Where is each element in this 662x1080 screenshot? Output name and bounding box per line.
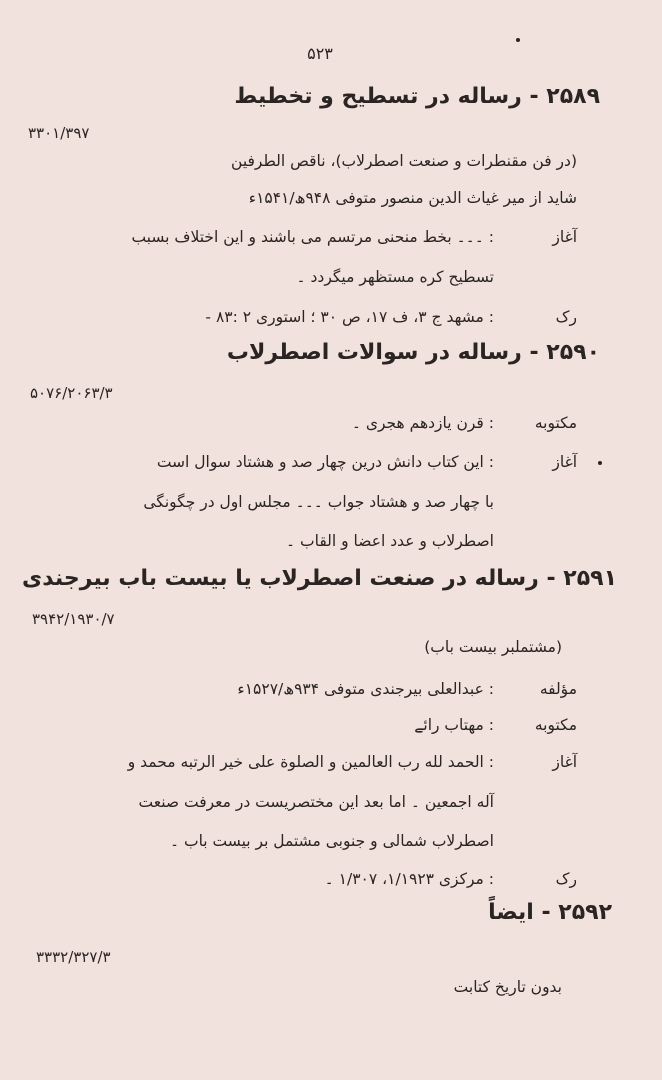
entry-2591-scribe: : مهتاب رائے [414, 716, 494, 734]
entry-2591-ref: : مرکزی ۱/۱۹۲۳، ۱/۳۰۷ ۔ [324, 870, 494, 888]
entry-2592-heading: ۲۵۹۲ - ایضاً [488, 900, 612, 925]
entry-2589-attribution: شاید از میر غیاث الدین منصور متوفی ۹۴۸ھ/۱۵۴۱ء [248, 189, 577, 207]
entry-2589-incipit: : ۔۔۔ بخط منحنی مرتسم می باشند و این اختلاف بسبب [131, 228, 494, 246]
entry-2590-incipit: : این کتاب دانش درین چهار صد و هشتاد سوال است [156, 453, 494, 471]
entry-2589-label-incipit: آغاز [552, 228, 577, 246]
entry-2590-label-scribe: مکتوبه [534, 414, 577, 432]
entry-2589-heading: ۲۵۸۹ - رساله در تسطیح و تخطیط [234, 84, 600, 109]
entry-2591-label-author: مؤلفه [539, 680, 577, 698]
entry-2591-label-ref: رک [555, 870, 577, 888]
entry-2590-code: ۵۰۷۶/۲۰۶۳/۳ [30, 384, 113, 402]
entry-2591-incipit-cont: آله اجمعین ۔ اما بعد این مختصریست در معرفت صنعت [138, 793, 494, 811]
entry-2589-code: ۳۳۰۱/۳۹۷ [28, 124, 90, 142]
entry-2591-note: (مشتملبر بیست باب) [424, 638, 562, 656]
entry-2590-incipit-cont2: اصطرلاب و عدد اعضا و القاب ۔ [286, 532, 494, 550]
entry-2589-incipit-cont: تسطیح کره مستظهر میگردد ۔ [296, 268, 494, 286]
entry-2591-author: : عبدالعلی بیرجندی متوفی ۹۳۴ھ/۱۵۲۷ء [237, 680, 494, 698]
entry-2592-note: بدون تاریخ کتابت [453, 978, 562, 996]
entry-2591-incipit-cont2: اصطرلاب شمالی و جنوبی مشتمل بر بیست باب ۔ [169, 832, 494, 850]
entry-2590-incipit-cont: با چهار صد و هشتاد جواب ۔۔۔ مجلس اول در چگونگی [143, 493, 494, 511]
entry-2589-ref: : مشهد ج ۳، ف ۱۷، ص ۳۰ ؛ استوری ۲ :۸۳ - [205, 308, 494, 326]
page-number: ۵۲۳ [307, 44, 333, 63]
entry-2591-label-scribe: مکتوبه [534, 716, 577, 734]
entry-2592-code: ۳۳۳۲/۳۲۷/۳ [36, 948, 111, 966]
entry-2591-incipit: : الحمد لله رب العالمین و الصلوة علی خیر الرتبه محمد و [127, 753, 494, 771]
entry-2591-heading: ۲۵۹۱ - رساله در صنعت اصطرلاب یا بیست باب بیرجندی [22, 566, 617, 591]
entry-2589-note: (در فن مقنطرات و صنعت اصطرلاب)، ناقص الطرفین [231, 152, 577, 170]
entry-2590-scribe: : قرن یازدهم هجری ۔ [351, 414, 494, 432]
ink-speck [516, 38, 520, 42]
entry-2591-label-incipit: آغاز [552, 753, 577, 771]
ink-speck [598, 461, 602, 465]
entry-2590-label-incipit: آغاز [552, 453, 577, 471]
entry-2591-code: ۳۹۴۲/۱۹۳۰/۷ [32, 610, 115, 628]
entry-2589-label-ref: رک [555, 308, 577, 326]
entry-2590-heading: ۲۵۹۰ - رساله در سوالات اصطرلاب [226, 340, 600, 365]
